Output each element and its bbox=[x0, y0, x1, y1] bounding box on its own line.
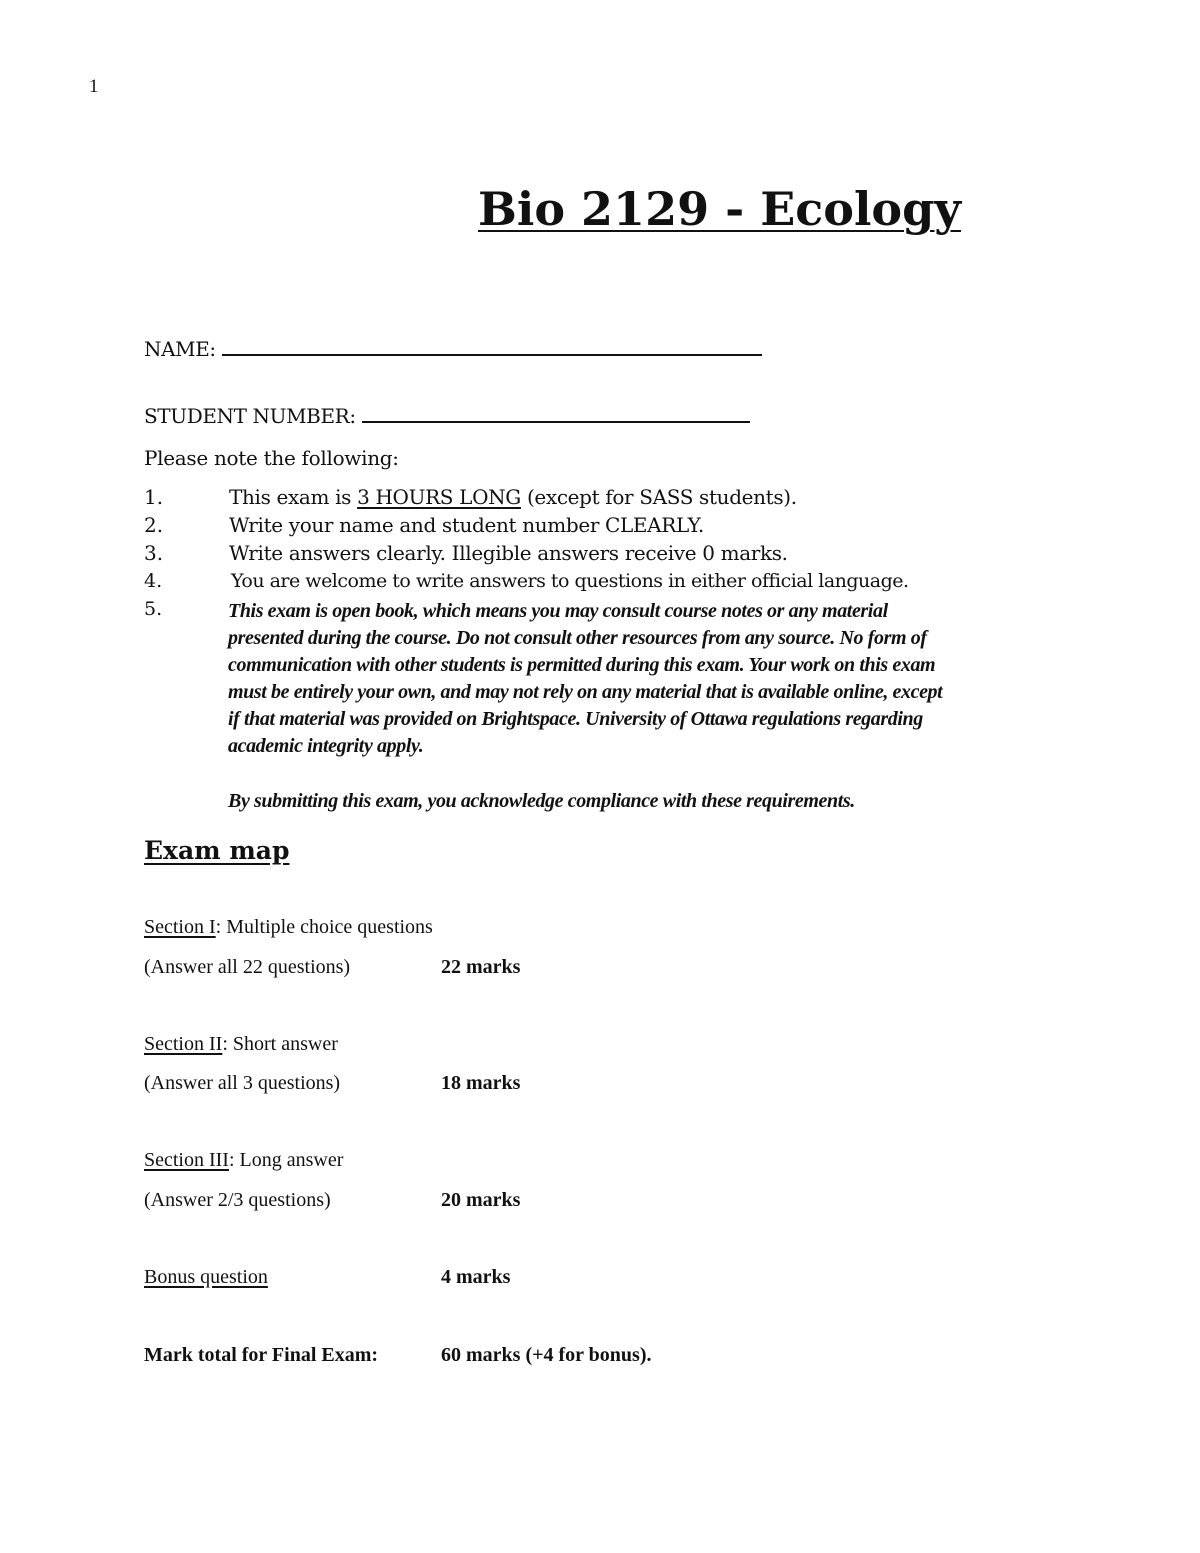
note-number: 1. bbox=[144, 485, 164, 509]
mark-total-value: 60 marks (+4 for bonus). bbox=[441, 1344, 652, 1366]
exam-map-heading: Exam map bbox=[144, 836, 290, 865]
policy-line: presented during the course. Do not consult other resources from any source. No form of bbox=[228, 627, 927, 649]
section-2-marks: 18 marks bbox=[441, 1072, 521, 1094]
note-item-1 bbox=[229, 485, 797, 509]
name-blank-line[interactable] bbox=[222, 336, 762, 356]
name-field[interactable] bbox=[144, 336, 762, 361]
note-item-2: Write your name and student number CLEARLY. bbox=[229, 513, 704, 537]
page-number: 1 bbox=[89, 76, 99, 97]
note-item-4: You are welcome to write answers to questions in either official language. bbox=[231, 570, 909, 592]
student-number-blank-line[interactable] bbox=[362, 403, 750, 423]
section-1-heading bbox=[144, 916, 433, 939]
note-item-3: Write answers clearly. Illegible answers receive 0 marks. bbox=[229, 541, 788, 565]
policy-line: communication with other students is permitted during this exam. Your work on this exam bbox=[228, 654, 936, 676]
acknowledgement-statement bbox=[228, 788, 1128, 815]
policy-line: academic integrity apply. bbox=[228, 735, 424, 757]
note-number: 2. bbox=[144, 513, 164, 537]
policy-line: if that material was provided on Brightspace. University of Ottawa regulations regarding bbox=[228, 708, 923, 730]
bonus-marks: 4 marks bbox=[441, 1266, 511, 1288]
policy-line: This exam is open book, which means you may consult course notes or any material bbox=[228, 600, 888, 622]
acknowledgement-text: By submitting this exam, you acknowledge compliance with these requirements. bbox=[228, 790, 855, 812]
notes-intro: Please note the following: bbox=[144, 446, 399, 470]
note-text: (except for SASS students). bbox=[520, 485, 797, 509]
bonus-name: Bonus question bbox=[144, 1266, 268, 1288]
section-2-detail: (Answer all 3 questions) bbox=[144, 1072, 341, 1094]
section-2-name: Section II bbox=[144, 1033, 223, 1055]
section-3-marks: 20 marks bbox=[441, 1189, 521, 1211]
section-3-name: Section III bbox=[144, 1149, 229, 1171]
student-number-label: STUDENT NUMBER: bbox=[144, 404, 356, 428]
section-1-name: Section I bbox=[144, 916, 216, 938]
note-item-5-open-book-policy bbox=[228, 598, 1128, 760]
note-number: 3. bbox=[144, 541, 164, 565]
section-1-marks: 22 marks bbox=[441, 956, 521, 978]
exam-duration: 3 HOURS LONG bbox=[357, 485, 521, 509]
note-number: 4. bbox=[144, 570, 163, 592]
section-1-detail: (Answer all 22 questions) bbox=[144, 956, 351, 978]
section-1-desc: : Multiple choice questions bbox=[215, 916, 433, 938]
section-2-desc: : Short answer bbox=[222, 1033, 338, 1055]
name-label: NAME: bbox=[144, 337, 216, 361]
document-title: Bio 2129 - Ecology bbox=[478, 182, 961, 236]
mark-total-label: Mark total for Final Exam: bbox=[144, 1344, 379, 1366]
section-3-heading bbox=[144, 1149, 343, 1172]
bonus-question-label bbox=[144, 1266, 268, 1289]
note-number: 5. bbox=[144, 598, 163, 620]
section-3-detail: (Answer 2/3 questions) bbox=[144, 1189, 331, 1211]
student-number-field[interactable] bbox=[144, 403, 750, 428]
section-2-heading bbox=[144, 1033, 338, 1056]
note-text: This exam is bbox=[229, 485, 358, 509]
policy-line: must be entirely your own, and may not rely on any material that is available online, except bbox=[228, 681, 943, 703]
section-3-desc: : Long answer bbox=[228, 1149, 344, 1171]
